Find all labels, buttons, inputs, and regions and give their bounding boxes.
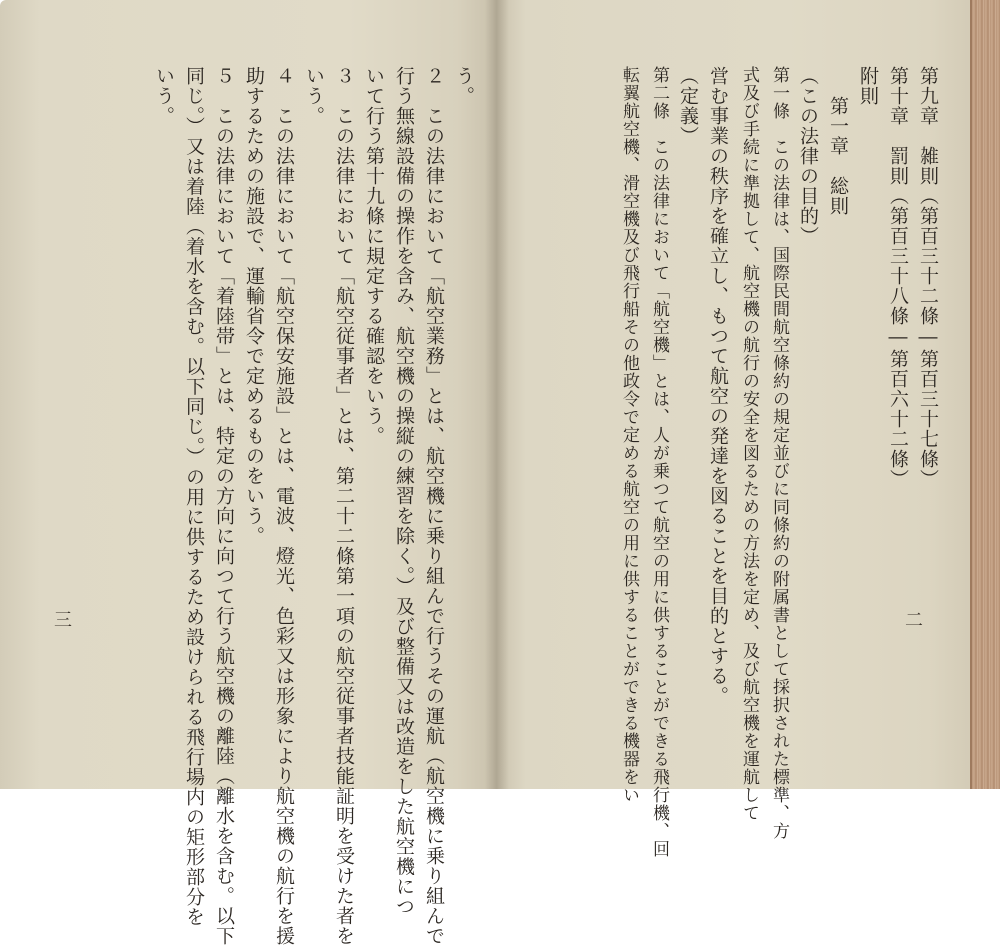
chapter-heading: 第一章 総則	[827, 96, 849, 216]
toc-line: 第九章 雑則（第百三十二條―第百三十七條）	[917, 66, 939, 489]
text-line: 助するための施設で、運輸省令で定めるものをいう。	[243, 66, 265, 546]
book-gutter	[485, 0, 509, 789]
left-page	[0, 0, 497, 946]
article-caption: （定義）	[677, 66, 699, 146]
text-line: 営む事業の秩序を確立し、もつて航空の発達を図ることを目的とする。	[707, 66, 729, 706]
text-line: 式及び手続に準拠して、航空機の航行の安全を図るための方法を定め、及び航空機を運航して	[739, 66, 759, 822]
page-number: 三	[51, 610, 72, 628]
text-line: う。	[453, 66, 475, 106]
text-line: 行う無線設備の操作を含み、航空機の操縦の練習を除く。）及び整備又は改造をした航空機につ	[393, 66, 415, 917]
text-line: 同じ。）又は着陸（着水を含む。以下同じ。）の用に供するため設けられる飛行場内の矩形部分を	[183, 66, 205, 927]
text-line: ５ この法律において「着陸帯」とは、特定の方向に向つて行う航空機の離陸（離水を含む。以下	[213, 66, 235, 946]
right-page	[497, 0, 977, 858]
article-caption: （この法律の目的）	[797, 66, 819, 246]
text-line: 第二條 この法律において「航空機」とは、人が乗つて航空の用に供することができる飛行機、回	[649, 66, 669, 858]
text-line: いう。	[153, 66, 175, 126]
text-line: いう。	[303, 66, 325, 126]
toc-line: 第十章 罰則（第百三十八條―第百六十二條）	[887, 66, 909, 489]
text-line: 第一條 この法律は、国際民間航空條約の規定並びに同條約の附属書として採択された標準、方	[769, 66, 789, 840]
text-line: ３ この法律において「航空従事者」とは、第二十二條第一項の航空従事者技能証明を受けた者を	[333, 66, 355, 946]
text-line: ２ この法律において「航空業務」とは、航空機に乗り組んで行うその運航（航空機に乗り組んで	[423, 66, 445, 946]
text-line: いて行う第十九條に規定する確認をいう。	[363, 66, 385, 446]
page-number: 二	[902, 610, 923, 628]
left-page-text	[15, 0, 475, 946]
text-line: ４ この法律において「航空保安施設」とは、電波、燈光、色彩又は形象により航空機の航行を援	[273, 66, 295, 946]
right-page-text	[499, 0, 939, 858]
toc-line: 附則	[857, 66, 879, 106]
page-edges	[970, 0, 1000, 789]
text-line: 転翼航空機、滑空機及び飛行船その他政令で定める航空の用に供することができる機器をい	[619, 66, 639, 804]
